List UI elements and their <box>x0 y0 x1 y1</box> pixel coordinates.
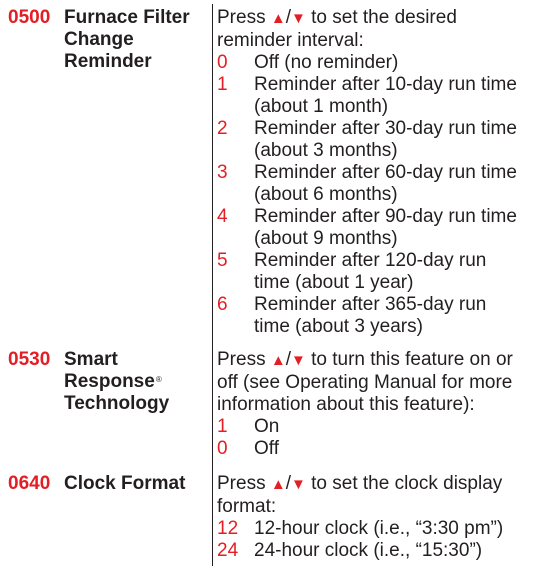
column-divider <box>212 4 213 566</box>
option-item <box>217 162 547 206</box>
description-text: Press <box>217 473 271 494</box>
option-text <box>254 118 547 162</box>
option-item <box>217 74 547 118</box>
option-value: 4 <box>217 206 228 227</box>
title-line: Smart <box>64 349 118 370</box>
description-text: to set the desired <box>305 7 457 28</box>
setting-code: 0530 <box>8 349 51 370</box>
option-line: (about 1 month) <box>254 96 389 117</box>
option-item <box>217 250 547 294</box>
option-line: Reminder after 120-day run <box>254 250 487 271</box>
registered-mark: ® <box>155 375 162 384</box>
option-item <box>217 294 547 338</box>
option-item <box>217 438 547 460</box>
option-line: 12-hour clock (i.e., “3:30 pm”) <box>254 518 504 539</box>
setting-description <box>217 349 547 460</box>
description-line <box>217 473 547 496</box>
description-line: information about this feature): <box>217 394 475 415</box>
option-text <box>254 416 547 438</box>
arrow-separator: / <box>285 7 291 28</box>
down-arrow-icon: ▼ <box>291 10 306 27</box>
option-line: Reminder after 365-day run <box>254 294 487 315</box>
arrow-separator: / <box>285 473 291 494</box>
option-text <box>254 438 547 460</box>
option-text <box>254 294 547 338</box>
option-item <box>217 52 547 74</box>
option-value: 24 <box>217 540 239 561</box>
option-line: time (about 1 year) <box>254 272 414 293</box>
option-item <box>217 118 547 162</box>
option-line: Reminder after 30-day run time <box>254 118 517 139</box>
description-line: reminder interval: <box>217 30 364 51</box>
description-text: Press <box>217 349 271 370</box>
setting-title <box>64 349 208 415</box>
option-line: On <box>254 416 280 437</box>
option-text <box>254 250 547 294</box>
arrow-separator: / <box>285 349 291 370</box>
description-text: Press <box>217 7 271 28</box>
option-line: Reminder after 90-day run time <box>254 206 517 227</box>
option-value: 0 <box>217 52 228 73</box>
title-line: Reminder <box>64 51 152 72</box>
option-line: Off (no reminder) <box>254 52 399 73</box>
option-text <box>254 206 547 250</box>
option-line: Reminder after 60-day run time <box>254 162 517 183</box>
description-line: format: <box>217 496 277 517</box>
option-item <box>217 518 547 540</box>
option-item <box>217 416 547 438</box>
option-line: (about 3 months) <box>254 140 398 161</box>
title-line: Clock Format <box>64 473 186 494</box>
option-value: 1 <box>217 416 228 437</box>
option-value: 0 <box>217 438 228 459</box>
description-line <box>217 349 547 372</box>
option-text <box>254 52 547 74</box>
down-arrow-icon: ▼ <box>291 352 306 369</box>
setting-description <box>217 7 547 338</box>
setting-header <box>8 349 208 415</box>
up-arrow-icon: ▲ <box>270 352 286 369</box>
option-item <box>217 206 547 250</box>
up-arrow-icon: ▲ <box>270 10 286 27</box>
option-line: (about 6 months) <box>254 184 398 205</box>
option-line: 24-hour clock (i.e., “15:30”) <box>254 540 483 561</box>
down-arrow-icon: ▼ <box>291 476 306 493</box>
option-value: 6 <box>217 294 228 315</box>
option-text <box>254 74 547 118</box>
option-text <box>254 540 547 562</box>
option-line: time (about 3 years) <box>254 316 423 337</box>
option-text <box>254 162 547 206</box>
title-line: Furnace Filter <box>64 7 190 28</box>
description-line: off (see Operating Manual for more <box>217 372 513 393</box>
setting-code: 0500 <box>8 7 51 28</box>
option-line: (about 9 months) <box>254 228 398 249</box>
title-line: Technology <box>64 393 170 414</box>
description-text: to set the clock display <box>305 473 503 494</box>
title-line: Change <box>64 29 134 50</box>
option-value: 5 <box>217 250 228 271</box>
setting-header <box>8 473 208 495</box>
title-text: Response <box>64 371 155 392</box>
setting-header <box>8 7 208 73</box>
description-line <box>217 7 547 30</box>
up-arrow-icon: ▲ <box>270 476 286 493</box>
setting-code: 0640 <box>8 473 51 494</box>
option-value: 3 <box>217 162 228 183</box>
option-value: 1 <box>217 74 228 95</box>
title-line <box>64 371 208 393</box>
option-value: 12 <box>217 518 239 539</box>
setting-title <box>64 7 208 73</box>
description-text: to turn this feature on or <box>305 349 513 370</box>
option-item <box>217 540 547 562</box>
setting-title <box>64 473 208 495</box>
option-text <box>254 518 547 540</box>
setting-description <box>217 473 547 562</box>
option-value: 2 <box>217 118 228 139</box>
option-line: Reminder after 10-day run time <box>254 74 517 95</box>
option-line: Off <box>254 438 279 459</box>
